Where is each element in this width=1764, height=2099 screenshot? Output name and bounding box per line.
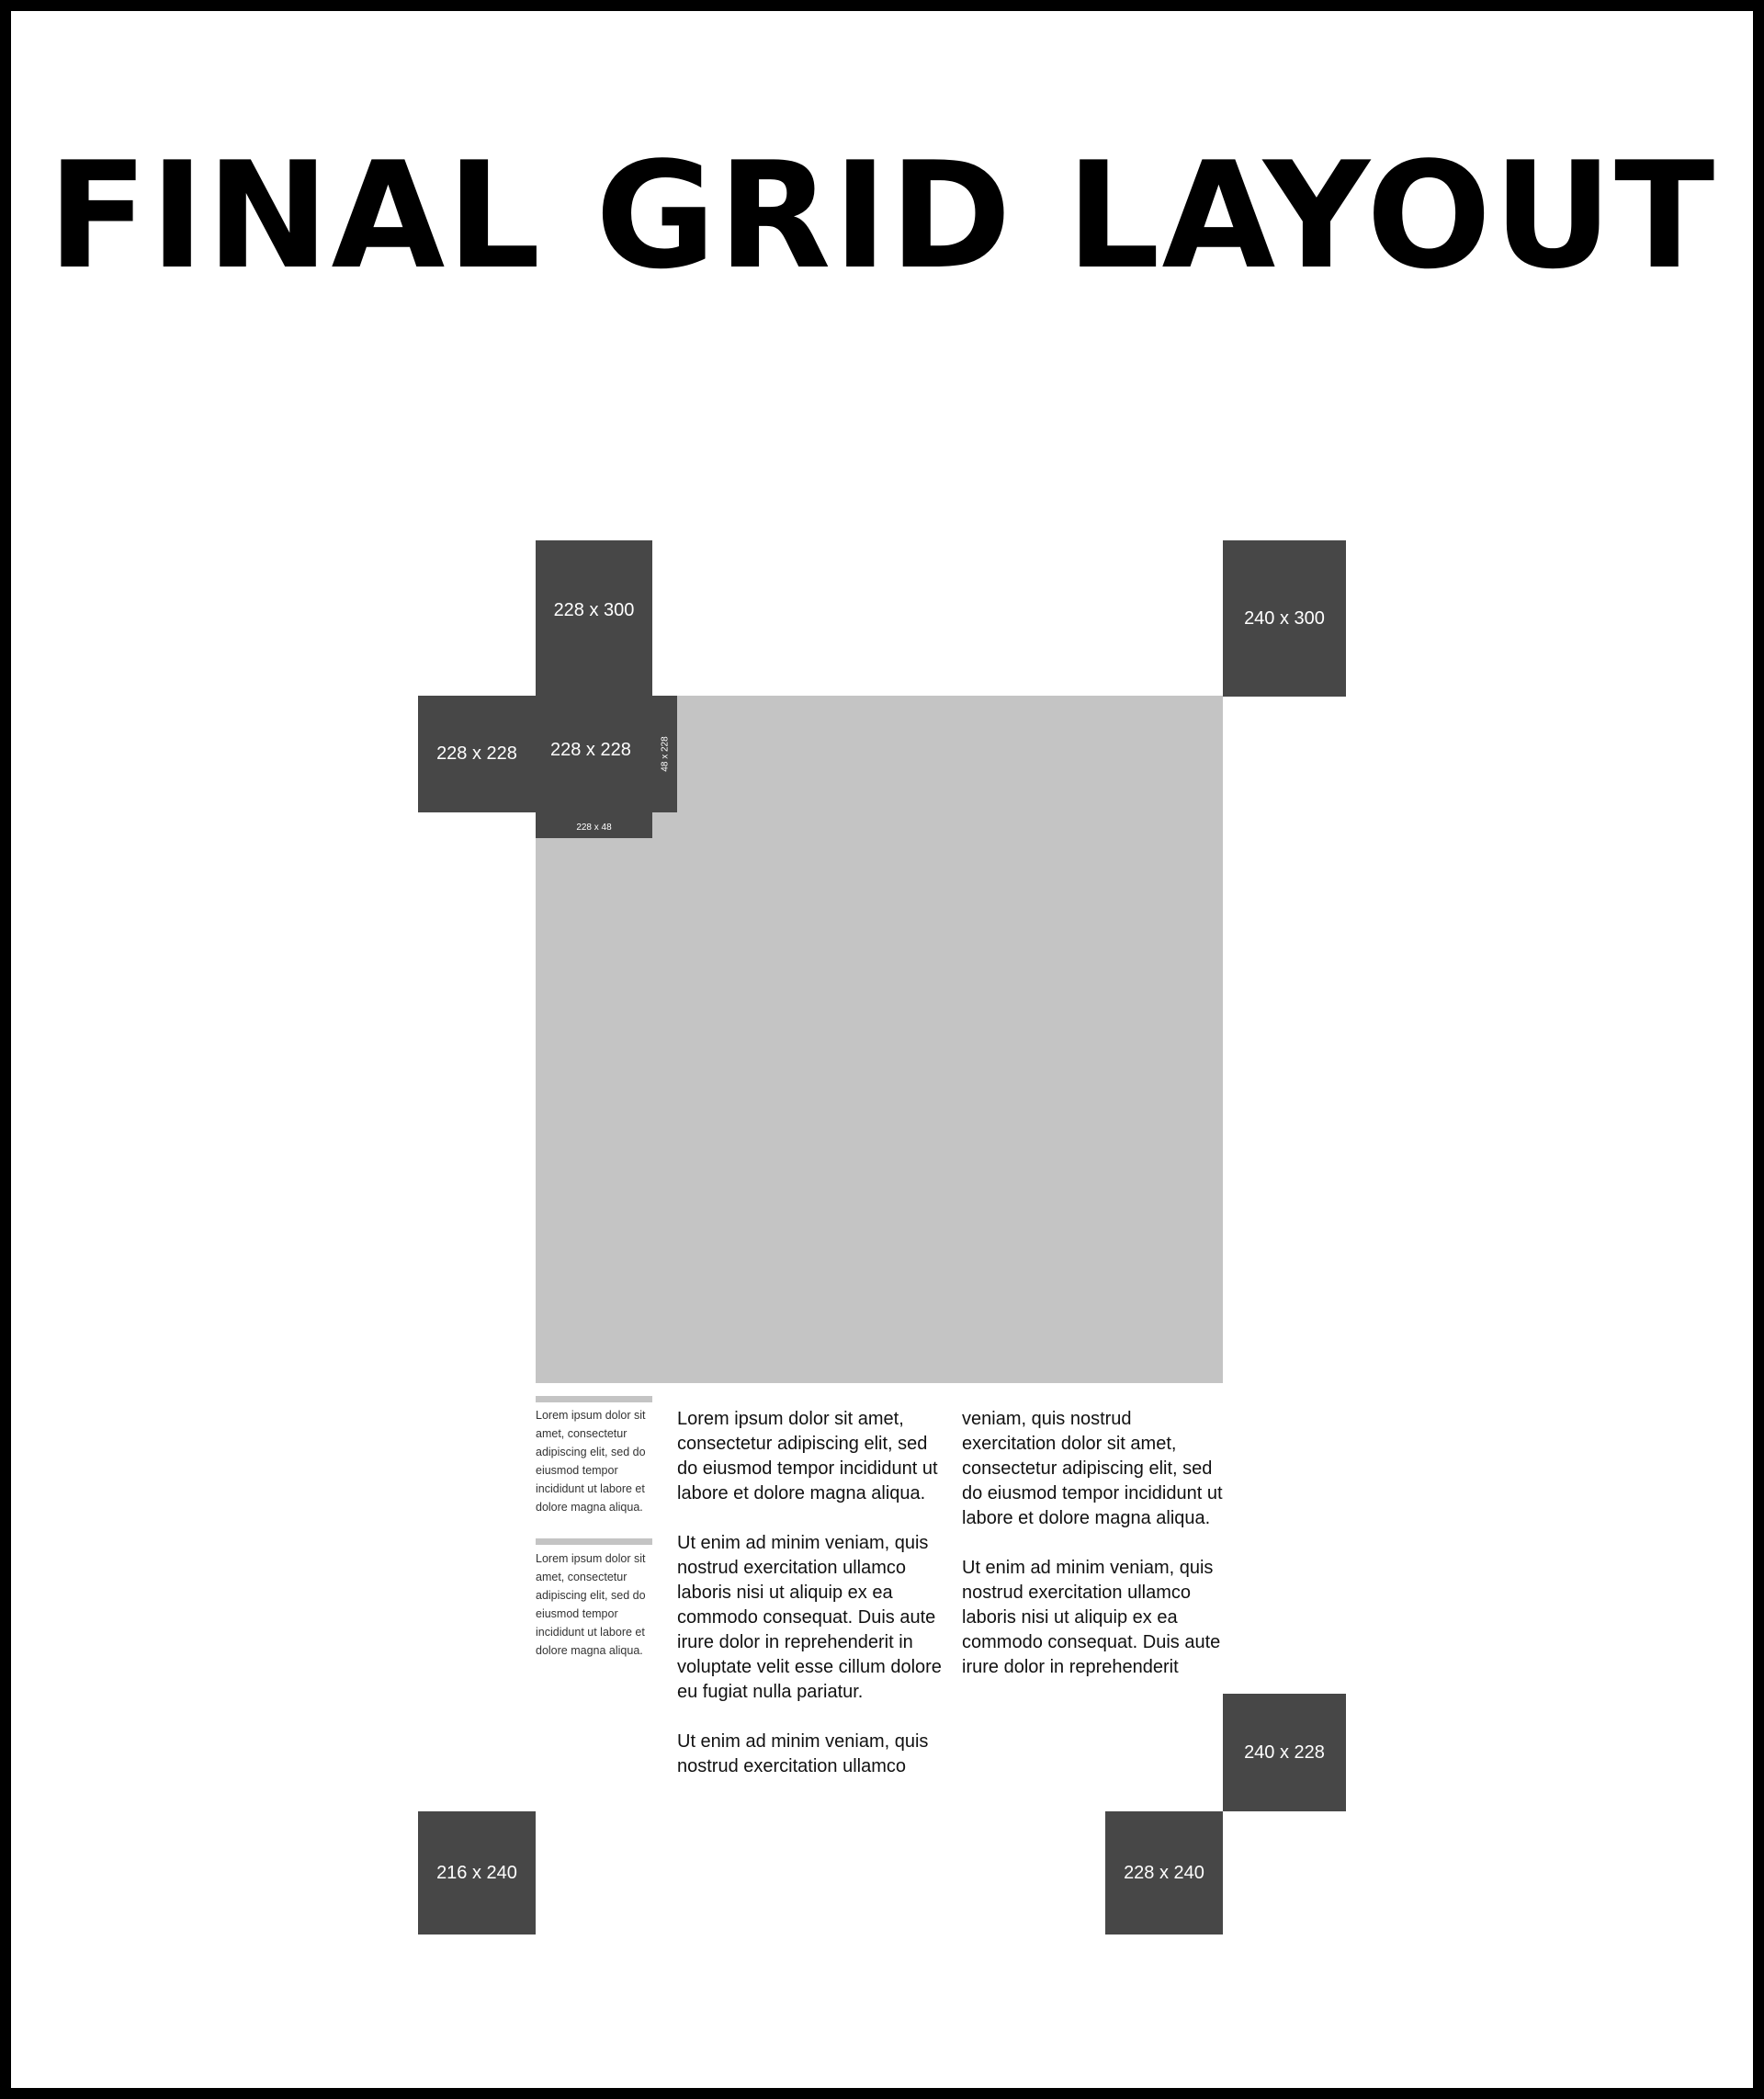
block-label: 216 x 240 bbox=[436, 1862, 517, 1883]
paragraph: Ut enim ad minim veniam, quis nostrud exercitation ullamco laboris nisi ut aliquip ex ea commodo consequat. Duis aute irure dolor in reprehenderit in voluptate velit esse cillum dolore eu fugiat nulla pariatur. bbox=[677, 1533, 942, 1702]
block-center-square bbox=[536, 696, 677, 812]
page-title: FINAL GRID LAYOUT bbox=[47, 130, 1717, 301]
block-bottom-right-lower bbox=[1105, 1811, 1223, 1934]
block-bottom-left bbox=[418, 1811, 536, 1934]
text-column-1 bbox=[677, 1407, 944, 1804]
paragraph: Lorem ipsum dolor sit amet, consectetur adipiscing elit, sed do eiusmod tempor incididunt ut labore et dolore magna aliqua. bbox=[677, 1409, 938, 1503]
block-label: 228 x 300 bbox=[553, 600, 635, 620]
paragraph: Ut enim ad minim veniam, quis nostrud exercitation ullamco laboris nisi ut aliquip ex ea commodo consequat. Duis aute irure dolor in reprehenderit bbox=[962, 1558, 1221, 1677]
sidebar-divider bbox=[536, 1538, 652, 1545]
block-label: 48 x 228 bbox=[660, 736, 671, 772]
block-vertical-strip bbox=[653, 696, 677, 812]
block-label: 228 x 228 bbox=[436, 743, 517, 764]
block-horizontal-strip bbox=[536, 812, 652, 838]
sidebar-divider bbox=[536, 1396, 652, 1402]
block-bottom-right-upper bbox=[1223, 1694, 1346, 1811]
block-label: 228 x 240 bbox=[1124, 1862, 1204, 1883]
block-label: 228 x 228 bbox=[550, 740, 631, 760]
sidebar-note: Lorem ipsum dolor sit amet, consectetur adipiscing elit, sed do eiusmod tempor incididunt ut labore et dolore magna aliqua. bbox=[536, 1552, 646, 1657]
block-label: 228 x 48 bbox=[576, 823, 612, 833]
block-label: 240 x 300 bbox=[1244, 607, 1325, 629]
block-top-left-tall bbox=[536, 540, 652, 697]
text-column-2 bbox=[962, 1407, 1228, 1705]
sidebar-note: Lorem ipsum dolor sit amet, consectetur adipiscing elit, sed do eiusmod tempor incididunt ut labore et dolore magna aliqua. bbox=[536, 1409, 646, 1514]
paragraph: Ut enim ad minim veniam, quis nostrud exercitation ullamco bbox=[677, 1731, 929, 1776]
block-top-right bbox=[1223, 540, 1346, 697]
block-label: 240 x 228 bbox=[1244, 1742, 1325, 1763]
paragraph: veniam, quis nostrud exercitation dolor sit amet, consectetur adipiscing elit, sed do eiusmod tempor incididunt ut labore et dolore magna aliqua. bbox=[962, 1409, 1223, 1528]
block-left-square bbox=[418, 696, 536, 812]
